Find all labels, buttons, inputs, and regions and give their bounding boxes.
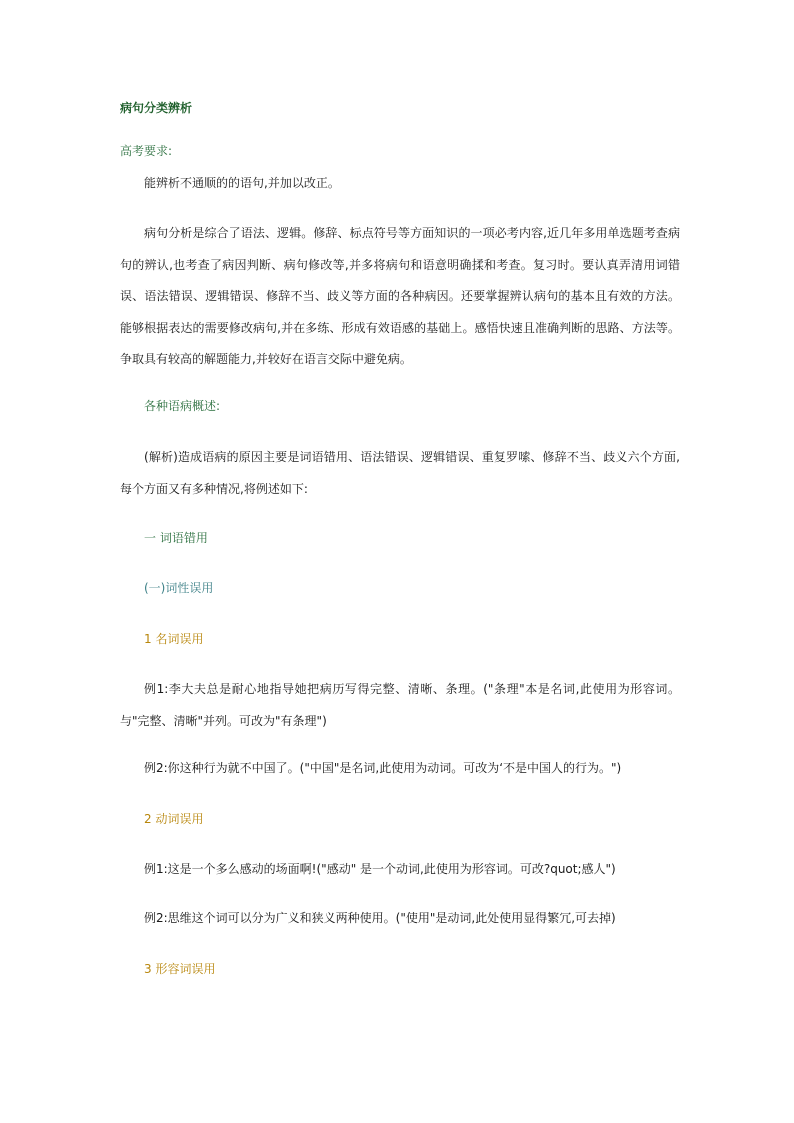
item-1-example-1: 例1:李大夫总是耐心地指导她把病历写得完整、清晰、条理。("条理"本是名词,此使用为形容词。与"完整、清晰"并列。可改为"有条理") xyxy=(120,682,680,728)
intro-paragraph: 病句分析是综合了语法、逻辑。修辞、标点符号等方面知识的一项必考内容,近几年多用单选题考查病句的辨认,也考查了病因判断、病句修改等,并多将病句和语意明确揉和考查。复习时。要认真弄清用词错误、语法错误、逻辑错误、修辞不当、歧义等方面的各种病因。还要掌握辨认病句的基本且有效的方法。能够根据表达的需要修改病句,并在多练、形成有效语感的基础上。感悟快速且准确判断的思路、方法等。争取具有较高的解题能力,并较好在语言交际中避免病。 xyxy=(120,226,680,366)
overview-heading: 各种语病概述: xyxy=(144,399,221,413)
analysis-paragraph: (解析)造成语病的原因主要是词语错用、语法错误、逻辑错误、重复罗嗦、修辞不当、歧义六个方面,每个方面又有多种情况,将例述如下: xyxy=(120,450,680,496)
item-3-heading: 3 形容词误用 xyxy=(144,962,216,976)
requirements-heading: 高考要求: xyxy=(120,144,173,158)
document-title: 病句分类辨析 xyxy=(120,101,193,115)
subsection-1-heading: (一)词性误用 xyxy=(144,581,214,595)
item-2-example-1: 例1:这是一个多么感动的场面啊!("感动" 是一个动词,此使用为形容词。可改?quot;感人") xyxy=(144,862,616,876)
requirements-text: 能辨析不通顺的的语句,并加以改正。 xyxy=(144,176,340,190)
item-2-example-2: 例2:思维这个词可以分为广义和狭义两种使用。("使用"是动词,此处使用显得繁冗,可去掉) xyxy=(144,911,616,925)
section-1-heading: 一 词语错用 xyxy=(144,531,208,545)
item-2-heading: 2 动词误用 xyxy=(144,812,204,826)
item-1-example-2: 例2:你这种行为就不中国了。("中国"是名词,此使用为动词。可改为‘不是中国人的行为。") xyxy=(144,761,622,775)
item-1-heading: 1 名词误用 xyxy=(144,632,204,646)
